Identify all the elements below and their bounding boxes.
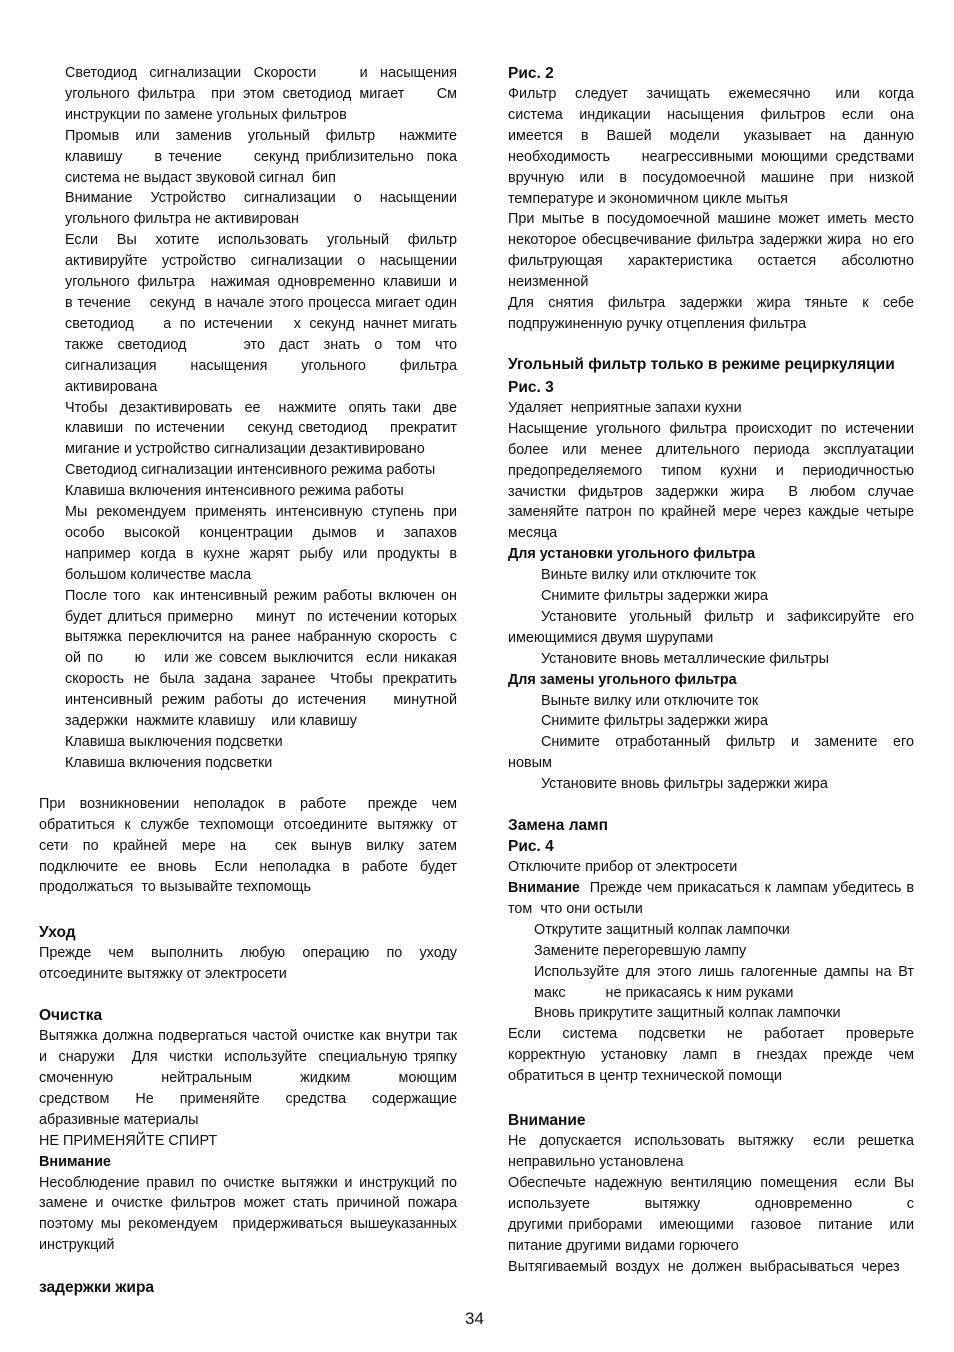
lamp-step: Открутите защитный колпак лампочки (534, 921, 790, 938)
lamp-step: Вновь прикрутите защитный колпак лампочки (534, 1005, 841, 1022)
lighting-check-text: Если система подсветки не работает проверьте корректную установку ламп в гнездах прежде чем обратиться в центр технической помощи (508, 1026, 918, 1085)
lamp-step: Используйте для этого лишь галогенные дампы на Вт макс не прикасаясь к ним руками (534, 963, 918, 1001)
care-heading: Уход (39, 924, 76, 942)
page-number: 34 (465, 1309, 484, 1328)
spacer (508, 795, 914, 815)
unplug-text: Отключите прибор от электросети (508, 859, 738, 876)
led-speed-saturation-text: Светодиод сигнализации Скорости и насыщения угольного фильтра при этом светодиод мигает См инструкции по замене угольных фильтров (65, 65, 461, 123)
lamps-heading: Замена ламп (508, 817, 609, 835)
deactivate-signal-text: Чтобы дезактивировать ее нажмите опять таки две клавиши по истечении секунд светодиод прекратит мигание и устройство сигнализации дезактивировано (65, 399, 461, 458)
attention-label: Внимание (39, 1153, 111, 1170)
odor-text: Удаляет неприятные запахи кухни (508, 399, 742, 416)
remove-filter-text: Для снятия фильтра задержки жира тяньте к себе подпружиненную ручку отцепления фильтра (508, 295, 918, 332)
intensive-key-text: Клавиша включения интенсивного режима работы (65, 483, 404, 500)
spacer (39, 985, 457, 1005)
warning-exhaust-text: Вытягиваемый воздух не должен выбрасываться через (508, 1258, 900, 1275)
replace-step: Установите вновь фильтры задержки жира (541, 776, 828, 793)
dishwasher-text: При мытье в посудомоечной машине может иметь место некоторое обесцвечивание фильтра задержки жира но его фильтрующая характеристика остается абсолютно неизменной (508, 211, 922, 291)
lamp-step: Замените перегоревшую лампу (534, 942, 747, 959)
install-step: Виньте вилку или отключите ток (541, 567, 756, 584)
spacer (39, 774, 457, 794)
replace-step: Снимите отработанный фильтр и замените его новым (508, 734, 918, 772)
replace-step: Выньте вилку или отключите ток (541, 692, 759, 709)
replace-heading: Для замены угольного фильтра (508, 671, 737, 688)
install-step: Установите вновь металлические фильтры (541, 650, 829, 667)
signal-not-active-text: Внимание Устройство сигнализации о насыщении угольного фильтра не активирован (65, 190, 461, 228)
intensive-recommend-text: Мы рекомендуем применять интенсивную ступень при особо высокой концентрации дымов и запахов например когда в кухне жарят рыбу или продукты в большом количестве масла (65, 504, 465, 583)
lamps-attention-text: Прежде чем прикасаться к лампам убедитесь в том что они остыли (508, 880, 918, 917)
warning-heading: Внимание (508, 1112, 586, 1130)
install-step: Установите угольный фильтр и зафиксируйте его имеющимися двумя шурупами (508, 608, 918, 646)
saturation-text: Насыщение угольного фильтра происходит по истечении более или менее длительного периода эксплуатации предопределяемого типом кухни и периодичностью зачистки фидьтров задержки жира В любом случае заменяйте патрон по крайней мере через каждые четыре месяца (508, 420, 918, 542)
spacer (39, 1256, 457, 1277)
no-alcohol-text: НЕ ПРИМЕНЯЙТЕ СПИРТ (39, 1132, 218, 1149)
care-text: Прежде чем выполнить любую операцию по уходу отсоедините вытяжку от электросети (39, 945, 461, 983)
left-column (39, 63, 481, 1298)
attention-text: Несоблюдение правил по очистке вытяжки и инструкций по замене и очистке фильтров может стать причиной пожара поэтому мы рекомендуем придерживаться вышеуказанных инструкций (39, 1174, 461, 1254)
warning-ventilation-text: Обеспечьте надежную вентиляцию помещения если Вы используете вытяжку одновременно с другими приборами имеющими газовое питание или питание другими видами горючего (508, 1174, 942, 1254)
spacer (508, 335, 914, 353)
grease-clean-text: Фильтр следует зачищать ежемесячно или когда система индикации насыщения фильтров если она имеется в Вашей модели указывает на данную необходимость неагрессивными моющими средствами вручную или в посудомоечной машине при низкой температуре и экономичном цикле мытья (508, 86, 918, 207)
spacer (39, 898, 457, 922)
install-step: Снимите фильтры задержки жира (541, 588, 768, 605)
figure-3-label: Рис. 3 (508, 378, 554, 396)
intensive-duration-text: После того как интенсивный режим работы включен он будет длиться примерно минут по истечении которых вытяжка переключится на ранее набранную скорость с ой по ю или же совсем выключится если никакая скорость не была задана заранее Чтобы прекратить интенсивный режим работы до истечения минутной задержки нажмите клавишу или клавишу (65, 587, 473, 730)
intensive-led-text: Светодиод сигнализации интенсивного режима работы (65, 462, 436, 479)
cleaning-text: Вытяжка должна подвергаться частой очистке как внутри так и снаружи Для чистки используйте специальную тряпку смоченную нейтральным жидким моющим средством Не применяйте средства содержащие абразивные материалы (39, 1028, 481, 1128)
lamps-attention-label: Внимание (508, 880, 580, 896)
troubleshoot-text: При возникновении неполадок в работе прежде чем обратиться к службе техпомощи отсоедините вытяжку от сети по крайней мере на сек вынув вилку затем подключите ее вновь Если неполадка в работе будет продолжаться то вызывайте техпомощь (39, 795, 461, 896)
light-on-key-text: Клавиша включения подсветки (65, 754, 273, 771)
lamps-attention (508, 878, 918, 920)
grease-filter-heading: задержки жира (39, 1279, 155, 1297)
install-heading: Для установки угольного фильтра (508, 546, 756, 563)
right-column (508, 63, 942, 1277)
replace-step: Снимите фильтры задержки жира (541, 713, 768, 730)
warning-grille-text: Не допускается использовать вытяжку если решетка неправильно установлена (508, 1133, 918, 1170)
cleaning-heading: Очистка (39, 1007, 103, 1025)
figure-4-label: Рис. 4 (508, 838, 554, 856)
reset-filter-text: Промыв или заменив угольный фильтр нажмите клавишу в течение секунд приблизительно пока система не выдаст звуковой сигнал бип (65, 127, 461, 186)
carbon-filter-heading: Угольный фильтр только в режиме рециркуляции (508, 355, 895, 373)
figure-2-label: Рис. 2 (508, 65, 554, 82)
light-off-key-text: Клавиша выключения подсветки (65, 734, 283, 750)
spacer (508, 1087, 914, 1110)
activate-signal-text: Если Вы хотите использовать угольный фильтр активируйте устройство сигнализации о насыщении угольного фильтра нажимая одновременно клавиши и в течение секунд в начале этого процесса мигает один светодиод а по истечении х секунд начнет мигать также светодиод это даст знать о том что сигнализация насыщения угольного фильтра активирована (65, 232, 473, 395)
